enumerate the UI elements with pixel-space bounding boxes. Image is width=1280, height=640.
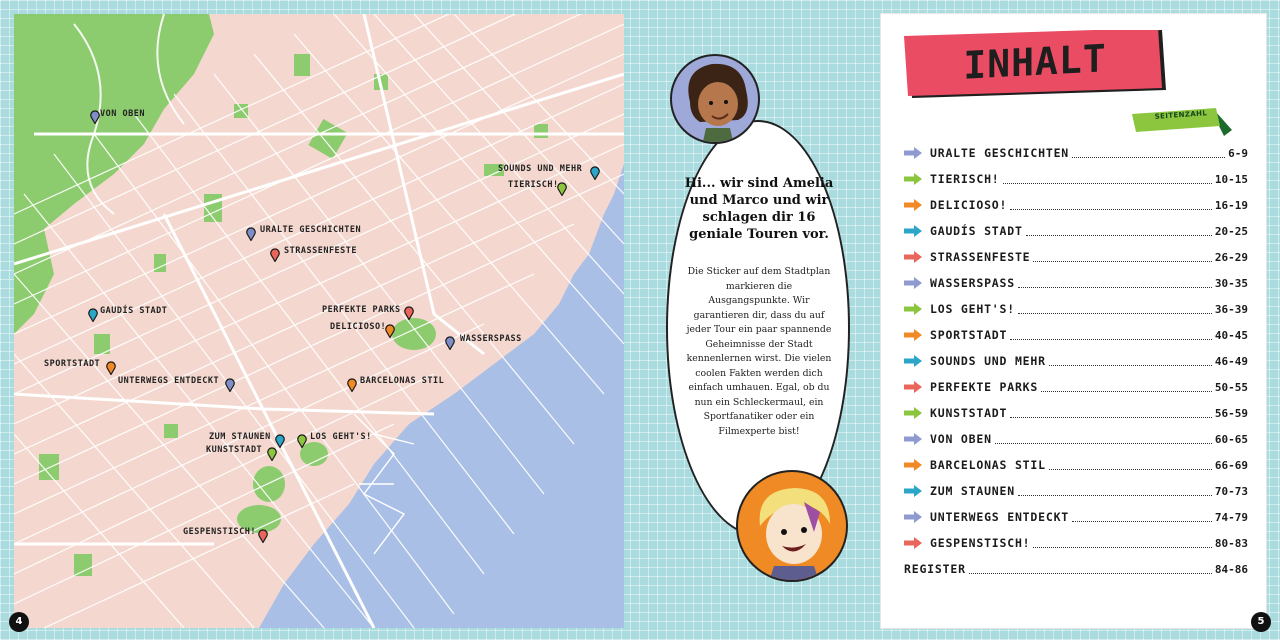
- arrow-right-icon: [904, 277, 922, 289]
- toc-entry[interactable]: [904, 222, 1248, 240]
- intro-title: Hi... wir sind Amelia und Marco und wir schlagen dir 16 geniale Touren vor.: [684, 176, 834, 242]
- toc-leader-dots: [1033, 539, 1211, 548]
- contents-heading: INHALT: [963, 36, 1107, 88]
- toc-entry-title: TIERISCH!: [930, 172, 1000, 186]
- map-pin-label: ZUM STAUNEN: [209, 432, 271, 442]
- map-pin-label: STRASSENFESTE: [284, 246, 358, 256]
- toc-entry-title: LOS GEHT'S!: [930, 302, 1015, 316]
- page-number-left: 4: [9, 612, 29, 632]
- toc-entry-title: VON OBEN: [930, 432, 992, 446]
- toc-leader-dots: [1072, 149, 1225, 158]
- toc-entry[interactable]: [904, 534, 1248, 552]
- toc-entry[interactable]: [904, 248, 1248, 266]
- arrow-right-icon: [904, 147, 922, 159]
- toc-entry[interactable]: [904, 430, 1248, 448]
- toc-entry-title: GESPENSTISCH!: [930, 536, 1031, 550]
- toc-entry-title: UNTERWEGS ENTDECKT: [930, 510, 1070, 524]
- map-pin-label: UNTERWEGS ENTDECKT: [118, 376, 220, 386]
- map-pin-label: WASSERSPASS: [460, 334, 522, 344]
- toc-entry[interactable]: [904, 274, 1248, 292]
- toc-entry-title: DELICIOSO!: [930, 198, 1008, 212]
- map-pin-icon[interactable]: [347, 378, 357, 392]
- arrow-right-icon: [904, 407, 922, 419]
- map-pin-label: TIERISCH!: [508, 180, 559, 190]
- arrow-right-icon: [904, 303, 922, 315]
- arrow-right-icon: [904, 173, 922, 185]
- map-pin-icon[interactable]: [590, 166, 600, 180]
- toc-entry-pages: 16-19: [1214, 198, 1248, 212]
- toc-leader-dots: [1018, 305, 1212, 314]
- map-pin-icon[interactable]: [445, 336, 455, 350]
- map-pin-label: VON OBEN: [100, 109, 145, 119]
- toc-entry[interactable]: [904, 456, 1248, 474]
- map-pin-icon[interactable]: [106, 361, 116, 375]
- map-base: [14, 14, 624, 628]
- map-pin-label: SOUNDS UND MEHR: [498, 164, 583, 174]
- toc-entry[interactable]: [904, 508, 1248, 526]
- toc-entry-title: REGISTER: [904, 562, 966, 576]
- page-number-right: 5: [1251, 612, 1271, 632]
- map-pin-icon[interactable]: [404, 306, 414, 320]
- toc-leader-dots: [1072, 513, 1212, 522]
- toc-entry-pages: 60-65: [1214, 432, 1248, 446]
- toc-entry-register[interactable]: [904, 560, 1248, 578]
- toc-entry[interactable]: [904, 170, 1248, 188]
- arrow-right-icon: [904, 225, 922, 237]
- map-pin-label: GAUDÍS STADT: [100, 306, 168, 316]
- arrow-right-icon: [904, 355, 922, 367]
- toc-entry-title: KUNSTSTADT: [930, 406, 1008, 420]
- toc-leader-dots: [1010, 201, 1212, 210]
- map-pin-icon[interactable]: [267, 447, 277, 461]
- toc-entry[interactable]: [904, 404, 1248, 422]
- city-map[interactable]: [14, 14, 624, 628]
- toc-entry-title: GAUDÍS STADT: [930, 224, 1023, 238]
- toc-entry-pages: 26-29: [1214, 250, 1248, 264]
- arrow-right-icon: [904, 381, 922, 393]
- map-pin-label: PERFEKTE PARKS: [322, 305, 401, 315]
- toc-entry-title: URALTE GESCHICHTEN: [930, 146, 1070, 160]
- toc-leader-dots: [1010, 331, 1212, 340]
- marco-avatar: [736, 470, 848, 582]
- map-pin-label: SPORTSTADT: [44, 359, 101, 369]
- toc-entry-pages: 84-86: [1214, 562, 1248, 576]
- toc-entry[interactable]: [904, 378, 1248, 396]
- toc-entry-title: PERFEKTE PARKS: [930, 380, 1039, 394]
- toc-leader-dots: [1026, 227, 1212, 236]
- toc-entry-pages: 20-25: [1214, 224, 1248, 238]
- toc-leader-dots: [1003, 175, 1212, 184]
- toc-entry-pages: 66-69: [1214, 458, 1248, 472]
- map-pin-icon[interactable]: [385, 324, 395, 338]
- toc-entry-title: BARCELONAS STIL: [930, 458, 1046, 472]
- toc-entry-title: STRASSENFESTE: [930, 250, 1031, 264]
- toc-leader-dots: [1049, 357, 1212, 366]
- toc-entry-pages: 30-35: [1214, 276, 1248, 290]
- arrow-right-icon: [904, 537, 922, 549]
- toc-entry-pages: 6-9: [1228, 146, 1248, 160]
- arrow-right-icon: [904, 459, 922, 471]
- map-pin-label: BARCELONAS STIL: [360, 376, 445, 386]
- toc-entry[interactable]: [904, 482, 1248, 500]
- toc-entry-pages: 56-59: [1214, 406, 1248, 420]
- arrow-right-icon: [904, 199, 922, 211]
- amelia-avatar: [670, 54, 760, 144]
- toc-entry[interactable]: [904, 326, 1248, 344]
- toc-entry[interactable]: [904, 144, 1248, 162]
- map-pin-icon[interactable]: [90, 110, 100, 124]
- toc-leader-dots: [1018, 279, 1212, 288]
- toc-leader-dots: [1049, 461, 1212, 470]
- map-pin-label: GESPENSTISCH!: [183, 527, 257, 537]
- map-pin-icon[interactable]: [275, 434, 285, 448]
- toc-entry-title: SOUNDS UND MEHR: [930, 354, 1046, 368]
- map-pin-icon[interactable]: [297, 434, 307, 448]
- toc-leader-dots: [995, 435, 1212, 444]
- toc-entry-pages: 74-79: [1214, 510, 1248, 524]
- toc-entry-pages: 46-49: [1214, 354, 1248, 368]
- toc-entry-pages: 36-39: [1214, 302, 1248, 316]
- map-pin-label: DELICIOSO!: [330, 322, 387, 332]
- toc-entry[interactable]: [904, 300, 1248, 318]
- toc-entry-title: ZUM STAUNEN: [930, 484, 1015, 498]
- toc-leader-dots: [1033, 253, 1211, 262]
- page-number-label: SEITENZAHL: [1154, 109, 1208, 121]
- toc-entry-pages: 10-15: [1214, 172, 1248, 186]
- toc-entry-pages: 70-73: [1214, 484, 1248, 498]
- toc-entry-pages: 40-45: [1214, 328, 1248, 342]
- intro-text: Die Sticker auf dem Stadtplan markieren die Ausgangspunkte. Wir garantieren dir, dass du auf jeder Tour ein paar spannende Geheimnisse der Stadt kennenlernen wirst. Die vielen coolen Fakten werden dich einfach umhauen. Egal, ob du nun ein Schleckermaul, ein Sportfanatiker oder ein Filmexperte bist!: [686, 266, 832, 437]
- toc-entry[interactable]: [904, 196, 1248, 214]
- map-pin-label: KUNSTSTADT: [206, 445, 263, 455]
- map-pin-icon[interactable]: [258, 529, 268, 543]
- map-pin-icon[interactable]: [246, 227, 256, 241]
- toc-leader-dots: [1018, 487, 1212, 496]
- toc-entry-pages: 80-83: [1214, 536, 1248, 550]
- toc-leader-dots: [969, 565, 1212, 574]
- arrow-right-icon: [904, 251, 922, 263]
- arrow-right-icon: [904, 485, 922, 497]
- toc-entry-pages: 50-55: [1214, 380, 1248, 394]
- map-pin-icon[interactable]: [88, 308, 98, 322]
- arrow-right-icon: [904, 329, 922, 341]
- toc-leader-dots: [1041, 383, 1212, 392]
- toc-entry-title: WASSERSPASS: [930, 276, 1015, 290]
- map-pin-label: URALTE GESCHICHTEN: [260, 225, 362, 235]
- toc-entry-title: SPORTSTADT: [930, 328, 1008, 342]
- arrow-right-icon: [904, 511, 922, 523]
- toc-leader-dots: [1010, 409, 1212, 418]
- toc-entry[interactable]: [904, 352, 1248, 370]
- map-pin-icon[interactable]: [270, 248, 280, 262]
- map-pin-icon[interactable]: [225, 378, 235, 392]
- arrow-right-icon: [904, 433, 922, 445]
- map-pin-label: LOS GEHT'S!: [310, 432, 372, 442]
